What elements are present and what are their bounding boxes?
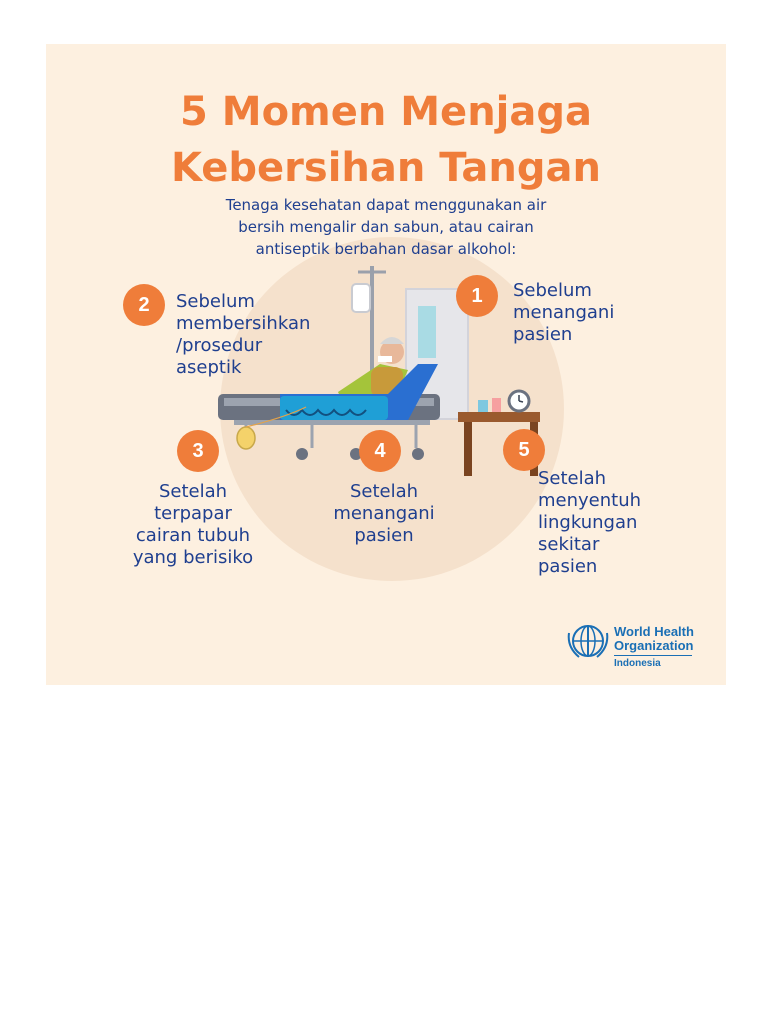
moment-3-line: Setelah	[158, 481, 228, 502]
moment-1-label	[513, 280, 614, 346]
moment-3-badge: 3	[177, 430, 219, 472]
who-country: Indonesia	[614, 658, 661, 669]
moment-4-line: pasien	[354, 525, 414, 546]
moment-4-line: menangani	[333, 503, 435, 524]
hospital-room-illustration	[46, 44, 726, 685]
moment-3-line: cairan tubuh	[135, 525, 251, 546]
clock-icon	[509, 391, 529, 411]
subtitle-line-1: Tenaga kesehatan dapat menggunakan air	[225, 196, 547, 214]
poster-title-line-2: Kebersihan Tangan	[171, 145, 601, 191]
who-emblem-icon	[566, 621, 610, 661]
moment-2-line: aseptik	[176, 357, 242, 378]
moment-1-line: menangani	[513, 302, 615, 323]
moment-3-line: terpapar	[154, 503, 232, 524]
subtitle-line-2: bersih mengalir dan sabun, atau cairan	[238, 218, 534, 236]
moment-3-label	[108, 481, 278, 569]
moment-1-line: pasien	[513, 324, 573, 345]
moment-3-line: yang berisiko	[132, 547, 254, 568]
moment-4-line: Setelah	[349, 481, 419, 502]
poster-title-line-1: 5 Momen Menjaga	[180, 89, 592, 135]
moment-2-line: /prosedur	[176, 335, 263, 356]
moment-2-line: Sebelum	[176, 291, 255, 312]
moment-5-line: Setelah	[538, 468, 607, 489]
moment-5-badge: 5	[503, 429, 545, 471]
moment-2-badge: 2	[123, 284, 165, 326]
moment-5-line: pasien	[538, 556, 598, 577]
moment-5-line: lingkungan	[538, 512, 638, 533]
moment-1-badge: 1	[456, 275, 498, 317]
moment-5-line: sekitar	[538, 534, 600, 555]
who-name-line-2: Organization	[614, 638, 694, 653]
moment-4-label	[314, 481, 454, 547]
subtitle-line-3: antiseptik berbahan dasar alkohol:	[255, 240, 517, 258]
moment-1-line: Sebelum	[513, 280, 592, 301]
moment-2-line: membersihkan	[176, 313, 311, 334]
who-name-line-1: World Health	[614, 624, 694, 639]
hand-hygiene-poster	[46, 44, 726, 685]
moment-5-line: menyentuh	[538, 490, 642, 511]
who-logo	[566, 619, 716, 679]
moment-4-badge: 4	[359, 430, 401, 472]
who-divider	[614, 655, 692, 656]
door-window	[418, 306, 436, 358]
moment-2-label	[176, 291, 310, 379]
moment-5-label	[538, 468, 641, 578]
